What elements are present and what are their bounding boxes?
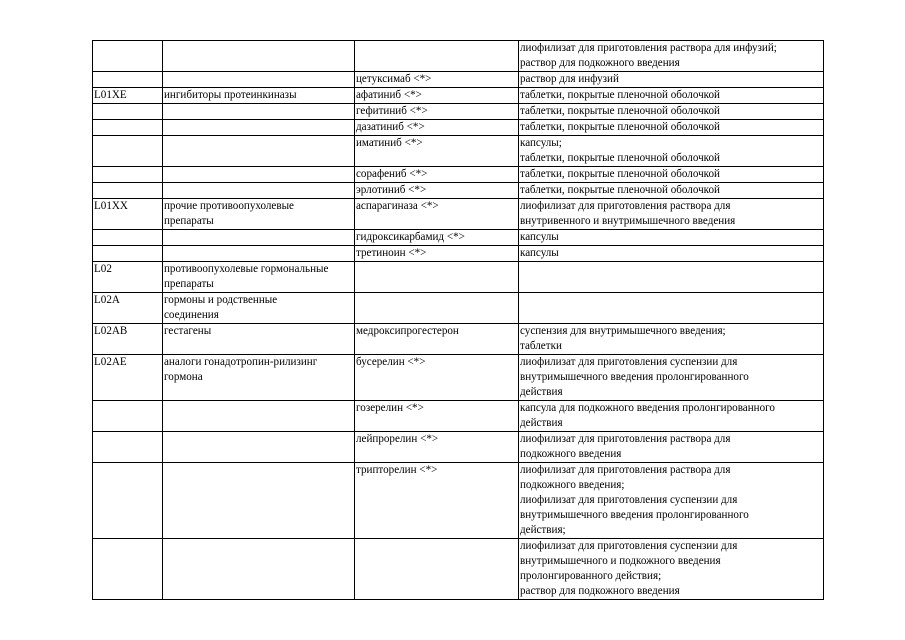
drug-name-cell: гефитиниб <*> [355,104,519,120]
table-row [93,432,824,463]
group-name-cell [163,136,355,167]
atc-code-cell: L02 [93,262,163,293]
dosage-form-cell: суспензия для внутримышечного введения; таблетки [519,324,824,355]
group-name-cell [163,401,355,432]
drug-name-cell: дазатиниб <*> [355,120,519,136]
group-name-cell [163,230,355,246]
table-row [93,355,824,401]
group-name-cell: противоопухолевые гормональные препараты [163,262,355,293]
drug-name-cell: афатиниб <*> [355,88,519,104]
dosage-form-cell: раствор для инфузий [519,72,824,88]
atc-code-cell [93,41,163,72]
dosage-form-cell [519,262,824,293]
group-name-cell [163,104,355,120]
table-row [93,104,824,120]
table-row [93,463,824,539]
group-name-cell: прочие противоопухолевые препараты [163,199,355,230]
group-name-cell [163,72,355,88]
dosage-form-cell [519,293,824,324]
group-name-cell [163,432,355,463]
drug-name-cell [355,262,519,293]
group-name-cell: гестагены [163,324,355,355]
atc-code-cell: L02AB [93,324,163,355]
dosage-form-cell: таблетки, покрытые пленочной оболочкой [519,120,824,136]
atc-code-cell [93,167,163,183]
table-row [93,230,824,246]
drug-name-cell: лейпрорелин <*> [355,432,519,463]
table-row [93,167,824,183]
drug-name-cell [355,539,519,600]
atc-code-cell [93,183,163,199]
table-row [93,401,824,432]
table-row [93,72,824,88]
dosage-form-cell: лиофилизат для приготовления суспензии для внутримышечного и подкожного введения пролонгированного действия; раствор для подкожного введения [519,539,824,600]
drug-name-cell: цетуксимаб <*> [355,72,519,88]
atc-code-cell [93,432,163,463]
table-body [93,41,824,600]
table-row [93,120,824,136]
table-row [93,183,824,199]
dosage-form-cell: капсула для подкожного введения пролонгированного действия [519,401,824,432]
drug-name-cell [355,41,519,72]
dosage-form-cell: лиофилизат для приготовления раствора для подкожного введения; лиофилизат для приготовления суспензии для внутримышечного введения пролонгированного действия; [519,463,824,539]
drug-name-cell: третиноин <*> [355,246,519,262]
dosage-form-cell: капсулы [519,246,824,262]
drug-name-cell: гозерелин <*> [355,401,519,432]
atc-code-cell [93,136,163,167]
atc-code-cell [93,120,163,136]
atc-code-cell [93,230,163,246]
drug-name-cell: гидроксикарбамид <*> [355,230,519,246]
table-row [93,246,824,262]
drug-name-cell: эрлотиниб <*> [355,183,519,199]
dosage-form-cell: лиофилизат для приготовления суспензии для внутримышечного введения пролонгированного действия [519,355,824,401]
group-name-cell: гормоны и родственные соединения [163,293,355,324]
table-row [93,41,824,72]
drug-name-cell: сорафениб <*> [355,167,519,183]
atc-code-cell [93,401,163,432]
drug-name-cell: иматиниб <*> [355,136,519,167]
atc-code-cell [93,72,163,88]
atc-code-cell [93,539,163,600]
drug-name-cell [355,293,519,324]
table-row [93,88,824,104]
dosage-form-cell: таблетки, покрытые пленочной оболочкой [519,183,824,199]
dosage-form-cell: лиофилизат для приготовления раствора для подкожного введения [519,432,824,463]
group-name-cell [163,120,355,136]
dosage-form-cell: лиофилизат для приготовления раствора для инфузий; раствор для подкожного введения [519,41,824,72]
group-name-cell: ингибиторы протеинкиназы [163,88,355,104]
atc-code-cell: L02A [93,293,163,324]
atc-code-cell [93,463,163,539]
group-name-cell: аналоги гонадотропин-рилизинг гормона [163,355,355,401]
table-row [93,324,824,355]
table-row [93,136,824,167]
atc-code-cell: L01XE [93,88,163,104]
table-row [93,262,824,293]
dosage-form-cell: капсулы; таблетки, покрытые пленочной оболочкой [519,136,824,167]
dosage-form-cell: таблетки, покрытые пленочной оболочкой [519,167,824,183]
table-row [93,539,824,600]
drug-name-cell: аспарагиназа <*> [355,199,519,230]
group-name-cell [163,41,355,72]
atc-code-cell: L01XX [93,199,163,230]
atc-code-cell: L02AE [93,355,163,401]
group-name-cell [163,167,355,183]
drug-name-cell: трипторелин <*> [355,463,519,539]
table-row [93,293,824,324]
dosage-form-cell: таблетки, покрытые пленочной оболочкой [519,104,824,120]
table-row [93,199,824,230]
drug-name-cell: бусерелин <*> [355,355,519,401]
medication-table [92,40,824,600]
dosage-form-cell: капсулы [519,230,824,246]
atc-code-cell [93,246,163,262]
drug-name-cell: медроксипрогестерон [355,324,519,355]
dosage-form-cell: лиофилизат для приготовления раствора для внутривенного и внутримышечного введения [519,199,824,230]
group-name-cell [163,463,355,539]
dosage-form-cell: таблетки, покрытые пленочной оболочкой [519,88,824,104]
atc-code-cell [93,104,163,120]
group-name-cell [163,183,355,199]
group-name-cell [163,539,355,600]
group-name-cell [163,246,355,262]
